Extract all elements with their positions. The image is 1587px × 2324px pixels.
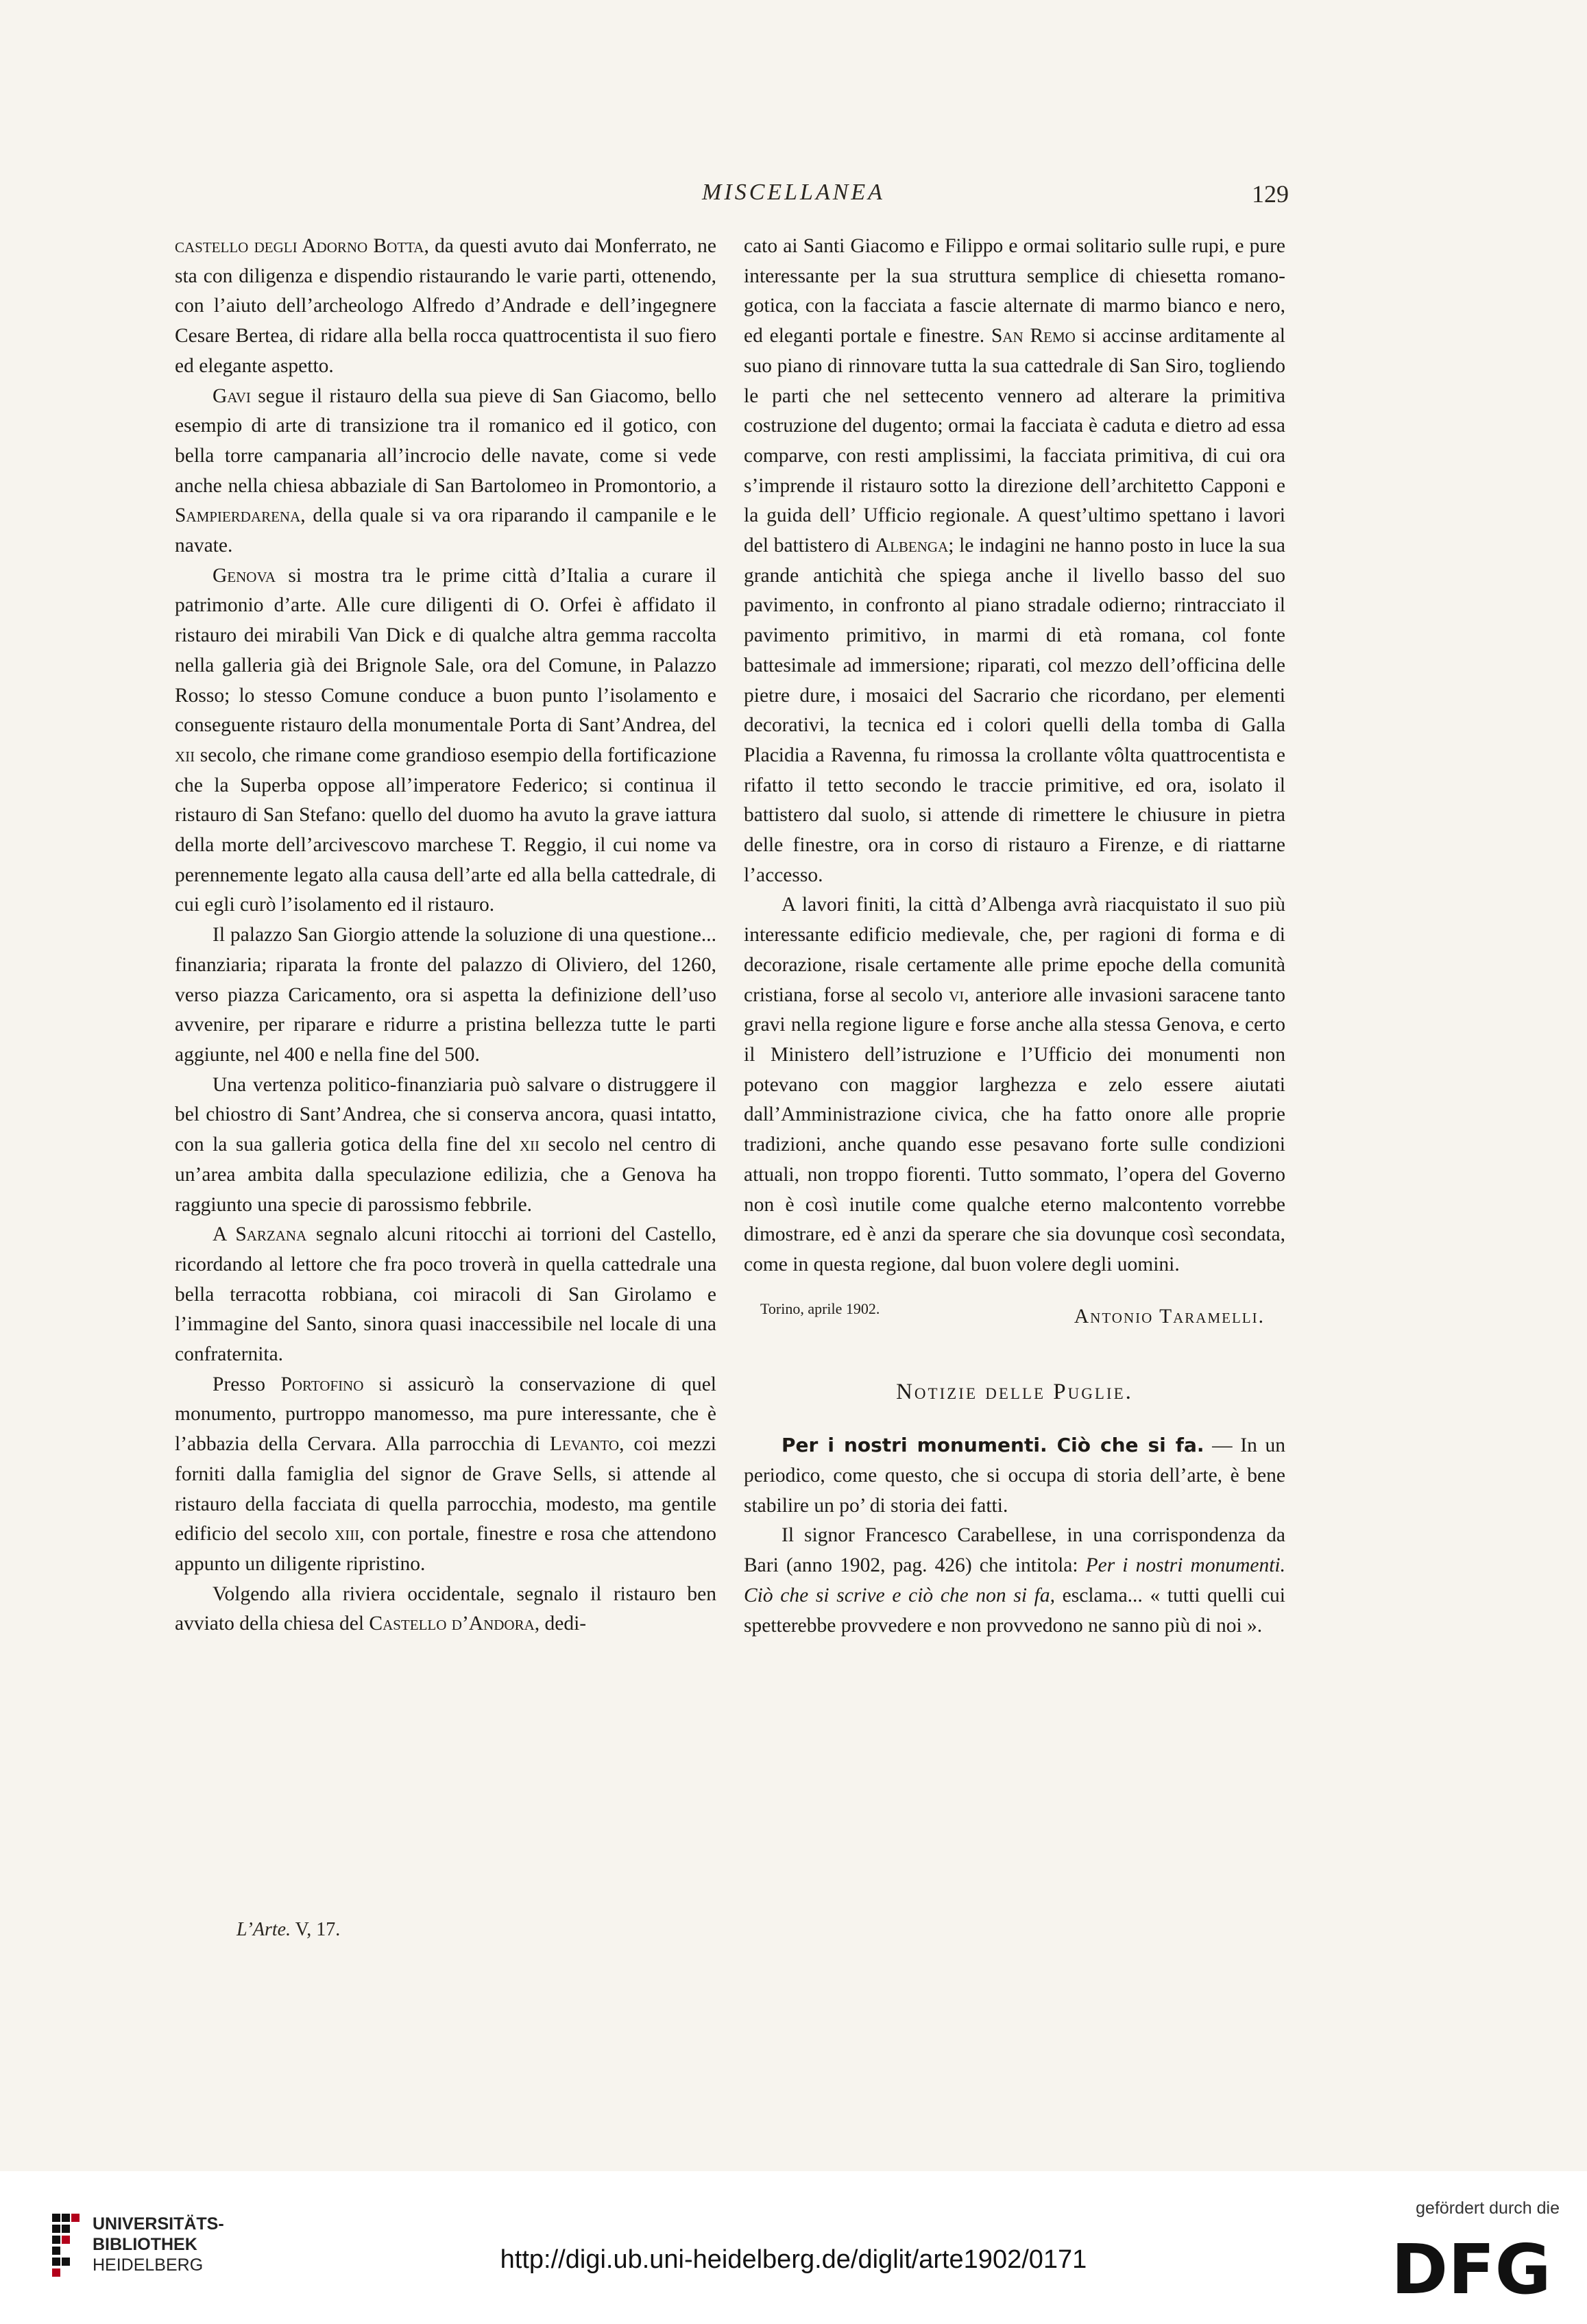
text-run: secolo nel centro di un’area ambita dalla speculazione edilizia, che a Genova ha raggiunto una specie di parossismo febbrile.	[175, 1134, 716, 1216]
paragraph	[175, 232, 716, 382]
small-caps-text: San Remo	[991, 325, 1076, 347]
dfg-logo-text: DFG	[1391, 2234, 1551, 2303]
text-run: Presso	[213, 1373, 281, 1395]
section-body	[744, 1430, 1285, 1641]
small-caps-text: vi	[949, 983, 965, 1006]
text-run: , da questi avuto dai Monferrato, ne sta con diligenza e dispendio ristaurando le varie parti, ottenendo, con l’aiuto dell’archeologo Alfredo d’Andrade e dell’ingegnere Cesare Bertea, di ridare alla bella rocca quattrocentista il suo fiero ed elegante aspetto.	[175, 235, 716, 377]
right-column-body	[744, 232, 1285, 1280]
signoff-author: Antonio Taramelli.	[1074, 1305, 1265, 1328]
text-run: , della quale si va ora riparando il campanile e le navate.	[175, 504, 716, 557]
small-caps-text: Albenga	[875, 535, 949, 557]
library-name-line3: HEIDELBERG	[93, 2255, 204, 2275]
paragraph	[175, 1071, 716, 1221]
text-run: si accinse arditamente al suo piano di rinnovare tutta la sua cattedrale di San Siro, togliendo le parti che nel settecento vennero ad alterare la primitiva costruzione del dugento; ormai la facciata è caduta e dietro ad essa comparve, con resti amplissimi, la facciata primitiva, di cui ora s’imprende il ristauro sotto la direzione dell’architetto Capponi e la guida dell’ Ufficio regionale. A quest’ultimo spettano i lavori del battistero di	[744, 325, 1286, 557]
printer-signature	[237, 1919, 340, 1941]
paragraph	[744, 232, 1285, 890]
text-run: Il signor Francesco Carabellese, in una corrispondenza da Bari (anno 1902, pag. 426) che intitola:	[744, 1524, 1285, 1577]
text-run: ; le indagini ne hanno posto in luce la sua grande antichità che spiega anche il livello basso del suo pavimento, in confronto al piano stradale odierno; rintracciato il pavimento primitivo, in marmi di età romana, col fonte battesimale ad immersione; riparati, col mezzo dell’officina delle pietre dure, i mosaici del Sacrario che ricordano, per elementi decorativi, la tecnica ed i colori quelli della tomba di Galla Placidia a Ravenna, fu rimossa la crollante vôlta quattrocentista e rifatto il tetto secondo le traccie primitive, ed ora, isolato il battistero dal suolo, si attende di rimettere le chiusure in pietra delle finestre, ora in corso di ristauro a Firenze, e di riattarne l’accesso.	[744, 535, 1285, 886]
text-run: , dedi-	[534, 1613, 587, 1635]
small-caps-text: Genova	[213, 564, 276, 587]
dfg-logo-icon	[1385, 2234, 1557, 2303]
paragraph	[175, 561, 716, 920]
funded-by-text: gefördert durch die	[1416, 2199, 1560, 2218]
paragraph	[744, 1521, 1285, 1641]
digitization-banner	[0, 2171, 1587, 2324]
text-run: si assicurò la conservazione di quel monumento, purtroppo manomesso, ma pure interessante, che è l’abbazia della Cervara. Alla parrocchia di	[175, 1373, 716, 1456]
small-caps-text: Levanto	[549, 1433, 620, 1456]
paragraph	[175, 1220, 716, 1370]
signature-journal: L’Arte.	[237, 1919, 291, 1940]
text-run: , con portale, finestre e rosa che attendono appunto un diligente ripristino.	[175, 1523, 716, 1575]
library-name-line2: BIBLIOTHEK	[93, 2235, 197, 2254]
small-caps-text: xii	[519, 1134, 540, 1156]
permalink-url[interactable]: http://digi.ub.uni-heidelberg.de/diglit/arte1902/0171	[500, 2245, 1087, 2274]
text-run: Una vertenza politico-finanziaria può salvare o distruggere il bel chiostro di Sant’Andrea, che si conserva ancora, quasi intatto, con la sua galleria gotica della fine del	[175, 1073, 716, 1156]
small-caps-text: xiii	[335, 1523, 360, 1545]
paragraph	[175, 1370, 716, 1580]
small-caps-text: castello degli Adorno Botta	[175, 235, 424, 257]
text-run: , anteriore alle invasioni saracene tanto gravi nella regione ligure e forse anche alla stessa Genova, e certo il Ministero dell’istruzione e l’Ufficio dei monumenti non potevano con maggior larghezza e zelo essere aiutati dall’Amministrazione civica, che ha fatto onore alle proprie tradizioni, anche quando esse pesavano forte sulle condizioni attuali, non troppo fiorenti. Tutto sommato, l’opera del Governo non è così inutile come qualche eterno malcontento vorrebbe dimostrare, ed è anzi da sperare che sia dovunque così secondata, come in questa regione, dal buon volere degli uomini.	[744, 983, 1285, 1275]
small-caps-text: Gavi	[213, 384, 251, 407]
small-caps-text: Portofino	[280, 1373, 364, 1395]
paragraph	[744, 890, 1285, 1280]
small-caps-text: xii	[175, 744, 195, 766]
running-title: MISCELLANEA	[702, 180, 885, 205]
paragraph	[175, 1580, 716, 1639]
signoff	[744, 1294, 1285, 1335]
text-run: Il palazzo San Giorgio attende la soluzione di una questione... finanziaria; riparata la fronte del palazzo di Oliviero, del 1260, verso piazza Caricamento, ora si aspetta la definizione dell’uso avvenire, per riparare e ridurre a pristina bellezza tutte le parti aggiunte, nel 400 e nella fine del 500.	[175, 924, 716, 1066]
small-caps-text: Castello d’Andora	[369, 1613, 535, 1635]
left-column	[175, 232, 716, 1639]
text-run: — In un periodico, come questo, che si occupa di storia dell’arte, è bene stabilire un po’ di storia dei fatti.	[744, 1434, 1285, 1517]
bold-lead-text: Per i nostri monumenti. Ciò che si fa.	[782, 1434, 1204, 1457]
paragraph	[744, 1430, 1285, 1521]
text-run: esclama... « tutti quelli cui spetterebbe provvedere e non provvedono ne sanno più di noi ».	[744, 1584, 1285, 1637]
page-number: 129	[1252, 180, 1289, 208]
section-heading: Notizie delle Puglie.	[896, 1379, 1133, 1404]
paragraph	[175, 920, 716, 1071]
small-caps-text: Sarzana	[235, 1223, 307, 1246]
right-column	[744, 232, 1285, 1641]
text-run: A lavori finiti, la città d’Albenga avrà riacquistato il suo più interessante edificio medievale, che, per ragioni di forma e di decorazione, risale certamente alle prime epoche della comunità cristiana, forse al secolo	[744, 894, 1285, 1006]
text-run: si mostra tra le prime città d’Italia a curare il patrimonio d’arte. Alle cure diligenti di O. Orfei è affidato il ristauro dei mirabili Van Dick e di qualche altra gemma raccolta nella galleria già dei Brignole Sale, ora del Comune, in Palazzo Rosso; lo stesso Comune conduce a buon punto l’isolamento e conseguente ristauro della monumentale Porta di Sant’Andrea, del	[175, 564, 716, 737]
small-caps-text: Sampierdarena	[175, 504, 301, 527]
text-run: , coi mezzi forniti dalla famiglia del signor de Grave Sells, si attende al ristauro della facciata di quella parrocchia, modesto, ma gentile edificio del secolo	[175, 1433, 716, 1545]
text-run: cato ai Santi Giacomo e Filippo e ormai solitario sulle rupi, e pure interessante per la sua struttura semplice di chiesetta romano-gotica, con la facciata a fascie alternate di marmo bianco e nero, ed eleganti portale e finestre.	[744, 235, 1285, 347]
text-run: A	[213, 1223, 236, 1246]
text-run: segue il ristauro della sua pieve di San Giacomo, bello esempio di arte di transizione tra il romanico ed il gotico, con bella torre campanaria all’incrocio delle navate, come si vede anche nella chiesa abbaziale di San Bartolomeo in Promontorio, a	[175, 384, 716, 497]
italic-text: Per i nostri monumenti. Ciò che si scrive e ciò che non si fa,	[744, 1554, 1285, 1606]
text-run: segnalo alcuni ritocchi ai torrioni del Castello, ricordando al lettore che fra poco troverà in quella cattedrale una bella terracotta robbiana, coi miracoli di San Girolamo e l’immagine del Santo, sinora quasi inaccessibile nel locale di una confraternita.	[175, 1223, 716, 1366]
paragraph	[175, 382, 716, 561]
text-run: secolo, che rimane come grandioso esempio della fortificazione che la Superba oppose all’imperatore Federico; si continua il ristauro di San Stefano: quello del duomo ha avuto la grave iattura della morte dell’arcivescovo marchese T. Reggio, il cui nome va perennemente legato alla causa dell’arte ed alla bella cattedrale, di cui egli curò l’isolamento ed il ristauro.	[175, 744, 716, 916]
signoff-place-date: Torino, aprile 1902.	[760, 1299, 880, 1317]
signature-volume: V, 17.	[295, 1919, 341, 1940]
text-run: Volgendo alla riviera occidentale, segnalo il ristauro ben avviato della chiesa del	[175, 1582, 716, 1635]
library-name-line1: UNIVERSITÄTS-	[93, 2214, 224, 2234]
